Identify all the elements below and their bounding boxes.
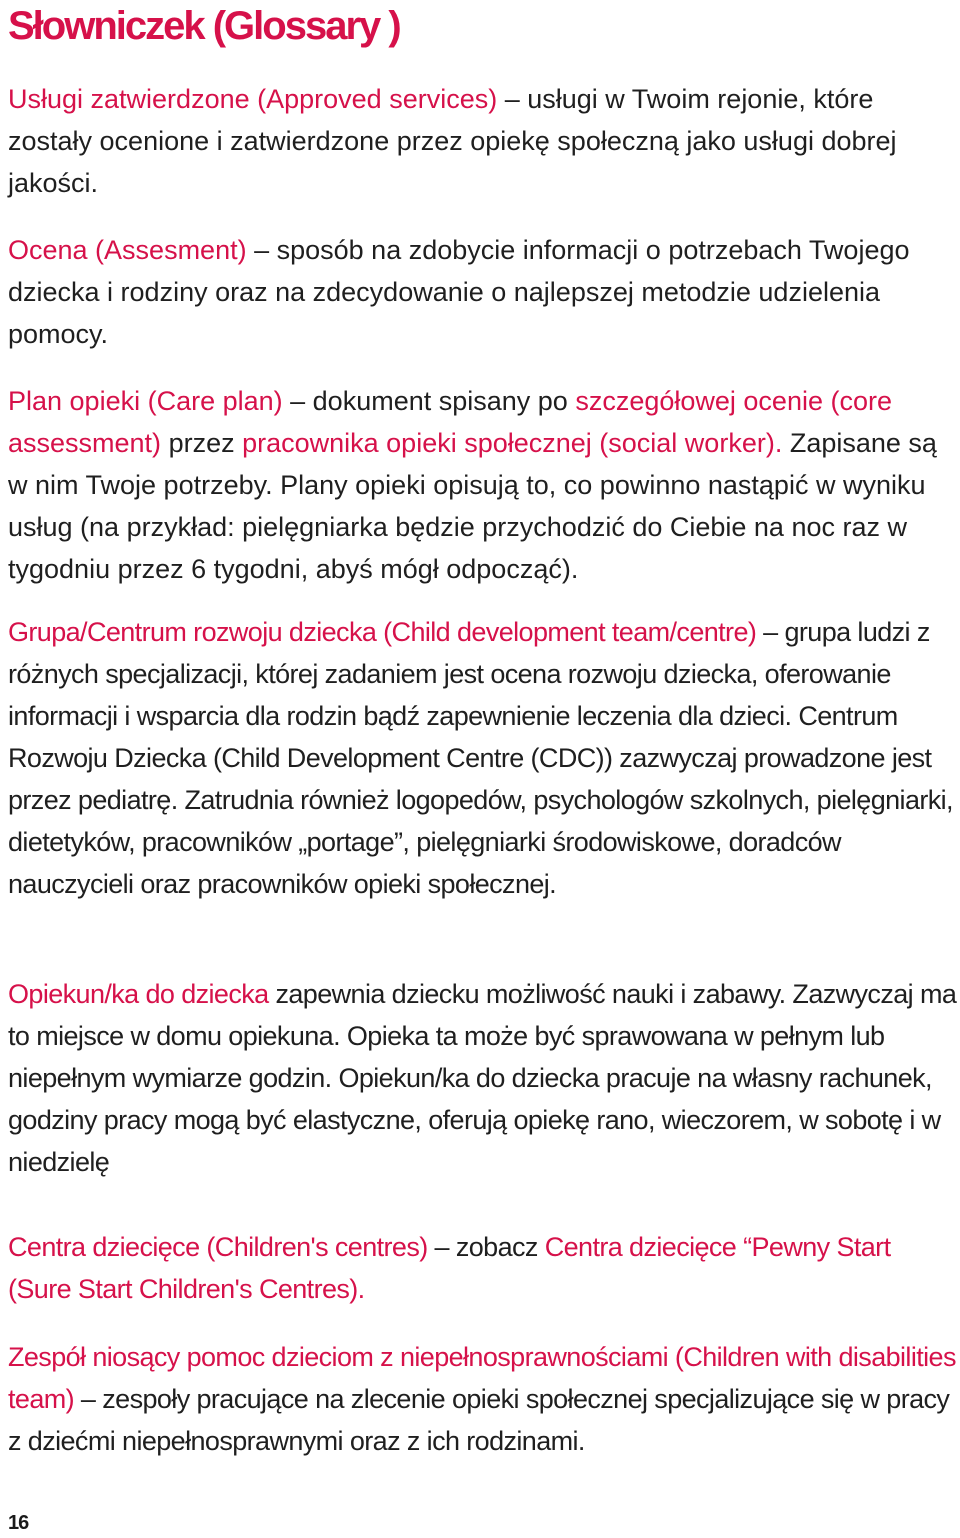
glossary-definition: Zapisane są w nim Twoje potrzeby. Plany opieki opisują to, co powinno nastąpić w wyniku usług (na przykład: pielęgniarka będzie przychodzić do Ciebie na noc raz w tygodniu przez 6 tygodni, abyś mógł odpocząć). <box>8 428 937 584</box>
glossary-definition: – sposób na zdobycie informacji o potrzebach Twojego dziecka i rodziny oraz na zdecydowanie o najlepszej metodzie udzielenia pomocy. <box>8 235 910 349</box>
glossary-term: Centra dziecięce (Children's centres) <box>8 1232 428 1262</box>
glossary-term: Grupa/Centrum rozwoju dziecka (Child development team/centre) <box>8 617 757 647</box>
glossary-term: Zespół niosący pomoc dzieciom z niepełnosprawnościami (Children with disabilities team) <box>8 1342 956 1414</box>
glossary-cross-reference: szczegółowej ocenie (core assessment) <box>8 386 892 458</box>
glossary-term: Opiekun/ka do dziecka <box>8 979 269 1009</box>
page-number: 16 <box>8 1512 29 1534</box>
glossary-entry-children-with-disabilities-team <box>8 1336 958 1462</box>
glossary-cross-reference: pracownika opieki społecznej (social worker). <box>242 428 783 458</box>
glossary-entry-assessment <box>8 229 958 355</box>
glossary-definition: – dokument spisany po <box>282 386 576 416</box>
page-title: Słowniczek (Glossary ) <box>8 4 400 48</box>
glossary-term: Plan opieki (Care plan) <box>8 386 283 416</box>
glossary-definition: – usługi w Twoim rejonie, które zostały ocenione i zatwierdzone przez opiekę społeczną jako usługi dobrej jakości. <box>8 84 897 198</box>
glossary-definition: – zobacz <box>427 1232 545 1262</box>
glossary-definition: zapewnia dziecku możliwość nauki i zabawy. Zazwyczaj ma to miejsce w domu opiekuna. Opieka ta może być sprawowana w pełnym lub niepełnym wymiarze godzin. Opiekun/ka do dziecka pracuje na własny rachunek, godziny pracy mogą być elastyczne, oferują opiekę rano, wieczorem, w sobotę i w niedzielę <box>8 979 957 1177</box>
glossary-entry-care-plan <box>8 380 958 590</box>
glossary-term: Ocena (Assesment) <box>8 235 247 265</box>
glossary-cross-reference: Centra dziecięce “Pewny Start (Sure Start Children's Centres). <box>8 1232 891 1304</box>
glossary-entry-childminder <box>8 973 958 1183</box>
glossary-entry-child-development-team <box>8 611 958 905</box>
glossary-entry-childrens-centres <box>8 1226 958 1310</box>
glossary-definition: przez <box>161 428 243 458</box>
glossary-entry-approved-services <box>8 78 958 204</box>
glossary-definition: – grupa ludzi z różnych specjalizacji, której zadaniem jest ocena rozwoju dziecka, oferowanie informacji i wsparcia dla rodzin bądź zapewnienie leczenia dla dzieci. Centrum Rozwoju Dziecka (Child Development Centre (CDC)) zazwyczaj prowadzone jest przez pediatrę. Zatrudnia również logopedów, psychologów szkolnych, pielęgniarki, dietetyków, pracowników „portage”, pielęgniarki środowiskowe, doradców nauczycieli oraz pracowników opieki społecznej. <box>8 617 953 899</box>
glossary-definition: – zespoły pracujące na zlecenie opieki społecznej specjalizujące się w pracy z dziećmi niepełnosprawnymi oraz z ich rodzinami. <box>8 1384 950 1456</box>
glossary-term: Usługi zatwierdzone (Approved services) <box>8 84 498 114</box>
